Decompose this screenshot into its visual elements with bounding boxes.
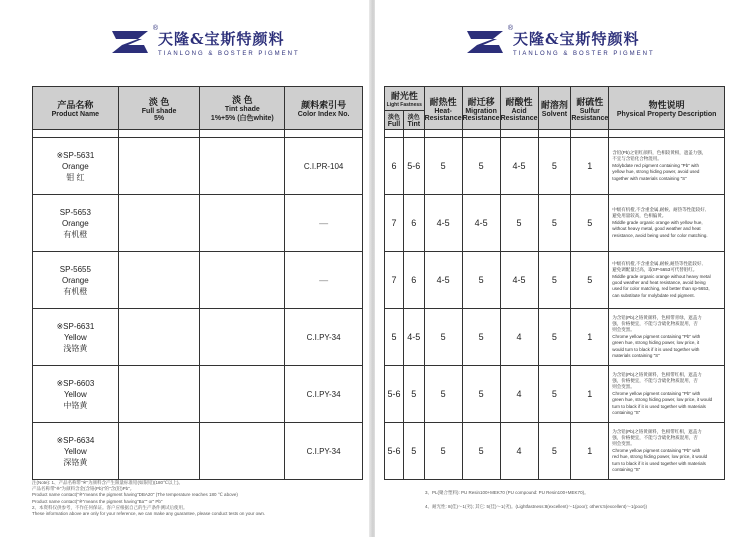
left-page [0,0,370,537]
product-cell: SP-5655 Orange 有机橙 [33,252,119,309]
header-light-fastness: 耐光性 Light Fastness [385,87,425,111]
heat-value: 5 [424,309,462,366]
acid-value: 5 [500,195,538,252]
light-tint-value: 5 [403,366,424,423]
tint-shade-swatch [200,138,285,195]
migration-value: 5 [462,309,500,366]
header-physical-property: 物性说明 Physical Property Description [609,87,725,130]
table-row [33,423,363,480]
product-cell: SP-5653 Orange 有机橙 [33,195,119,252]
sulfur-value: 5 [571,252,609,309]
full-shade-swatch [118,138,200,195]
full-shade-swatch [118,366,200,423]
product-table [32,86,363,480]
product-cell: ※SP-6631 Yellow 浅铬黄 [33,309,119,366]
product-cell: ※SP-5631 Orange 钼 红 [33,138,119,195]
table-row [33,252,363,309]
brand-name-en: TIANLONG & BOSTER PIGMENT [158,50,300,57]
table-row [385,195,725,252]
light-full-value: 5-6 [385,366,404,423]
heat-value: 4-5 [424,252,462,309]
company-logo [108,25,158,57]
solvent-value: 5 [538,366,571,423]
color-index-cell: C.I.PY-34 [285,366,363,423]
sulfur-value: 1 [571,366,609,423]
header-tint-shade: 淡 色 Tint shade 1%+5% (白色white) [200,87,285,130]
migration-value: 5 [462,138,500,195]
acid-value: 4 [500,309,538,366]
table-row [33,195,363,252]
tint-shade-swatch [200,366,285,423]
full-shade-swatch [118,195,200,252]
heat-value: 5 [424,138,462,195]
property-description: 含铅(Pb)之钼红颜料，色相较黄相，遮盖力强， 不宜与含铅化合物混用。 Molybdate red pigment containing "Pb" with yellow hue, strong hiding power, avoid used together with materials containing "S" [609,138,725,195]
property-description: 中级有机橙,不含重金属,耐候、耐热等性能较好, 避免用量较高，色相偏黄。 Middle grade organic orange with yellow hue, without heavy metal, good weather and heat resistance, avoid being used for color matching. [609,195,725,252]
light-full-value: 5 [385,309,404,366]
sulfur-value: 1 [571,423,609,480]
full-shade-swatch [118,252,200,309]
header-sulfur-resistance: 耐硫性 Sulfur Resistance [571,87,609,130]
brand-header-left [108,22,300,62]
header-light-tint: 淡色 Tint [403,111,424,130]
header-full-shade: 淡 色 Full shade 5% [118,87,200,130]
light-tint-value: 5-6 [403,138,424,195]
property-description: 为含铅(Pb)之铬黄颜料，色相带红相，遮盖力 强，价格便宜，不能与含硫化物质混用，否 则会变黑。 Chrome yellow pigment containing "Pb" with green hue, strong hiding power, low price, it would turn to black if it is used together with materials containing "S" [609,366,725,423]
tint-shade-swatch [200,309,285,366]
light-full-value: 5-6 [385,423,404,480]
color-index-cell: C.I.PY-34 [285,309,363,366]
light-full-value: 7 [385,252,404,309]
sulfur-value: 1 [571,138,609,195]
sulfur-value: 1 [571,309,609,366]
light-full-value: 6 [385,138,404,195]
color-index-cell: C.I.PR-104 [285,138,363,195]
registered-mark: ® [152,25,158,32]
brand-name-cn: 天隆&宝斯特颜料 [513,29,640,48]
property-description: 为含铅(Pb)之铬黄颜料，色相带青绿，遮盖力 强，价格便宜，不能与含硫化物质混用，否 则会变黑。 Chrome yellow pigment containing "Pb" with green hue, strong hiding power, low price, it would turn to black if it is used together with materials containing "S" [609,309,725,366]
registered-mark: ® [507,25,513,32]
light-tint-value: 5 [403,423,424,480]
sulfur-value: 5 [571,195,609,252]
full-shade-swatch [118,423,200,480]
solvent-value: 5 [538,252,571,309]
migration-value: 5 [462,366,500,423]
property-description: 中级有机橙,不含重金属,耐候,耐热等性能较好, 避免调配量过高，取SP-5653可代替钼红。 Middle grade organic orange without heavy metal good weather and heat resistance, avoid being used for color matching, red better than sp-5653, can substitute for molybdate red pigment. [609,252,725,309]
header-heat-resistance: 耐热性 Heat- Resistance [424,87,462,130]
heat-value: 4-5 [424,195,462,252]
light-tint-value: 4-5 [403,309,424,366]
footnotes-left: 注(Note): 1、产品名称带"※"为颜料含产生限量标准铅(如限铅)(180℃以上)。 产品名称带"※"为颜料含金(含铬(Pb)"的"含(铅)Pb"。 Product name contact("※"means the pigment having"DBA20" (The temperature reaches 180 ℃ above) Product name contact("※"means the pigment having"Ba"" or" Pb" 2、本资料仅供参考，不作任何保证。客户应根据自己的生产条件测试后使用。 These information above are only for your reference, we can make any guarantee, please conduct tests on your own. [32,480,266,517]
color-index-cell: — [285,252,363,309]
solvent-value: 5 [538,138,571,195]
heat-value: 5 [424,366,462,423]
header-solvent: 耐溶剂 Solvent [538,87,571,130]
acid-value: 4 [500,423,538,480]
light-tint-value: 6 [403,195,424,252]
product-cell: ※SP-6634 Yellow 深铬黄 [33,423,119,480]
company-logo [463,25,513,57]
solvent-value: 5 [538,309,571,366]
migration-value: 4-5 [462,195,500,252]
property-description: 为含铅(Pb)之铬黄颜料，色相带红相，遮盖力 强，价格便宜，不能与含硫化物质混用，否 则会变黑。 Chrome yellow pigment containing "Pb" with red hue, strong hiding power, low price, it would turn to black if it is used together with materials containing "S" [609,423,725,480]
color-index-cell: C.I.PY-34 [285,423,363,480]
header-acid-resistance: 耐酸性 Acid Resistance [500,87,538,130]
header-product-name: 产品名称 Product Name [33,87,119,130]
brand-name-en: TIANLONG & BOSTER PIGMENT [513,50,655,57]
property-table [384,86,725,480]
table-row [385,423,725,480]
migration-value: 5 [462,423,500,480]
acid-value: 4-5 [500,138,538,195]
tint-shade-swatch [200,423,285,480]
tint-shade-swatch [200,195,285,252]
table-row [385,138,725,195]
heat-value: 5 [424,423,462,480]
header-light-full: 淡色 Full [385,111,404,130]
table-row [33,309,363,366]
full-shade-swatch [118,309,200,366]
tint-shade-swatch [200,252,285,309]
acid-value: 4 [500,366,538,423]
solvent-value: 5 [538,195,571,252]
table-row [385,366,725,423]
table-header-row [33,87,363,130]
migration-value: 5 [462,252,500,309]
right-page [375,0,750,537]
acid-value: 4-5 [500,252,538,309]
table-row [33,138,363,195]
color-index-cell: — [285,195,363,252]
light-full-value: 7 [385,195,404,252]
light-tint-value: 6 [403,252,424,309]
table-row [385,309,725,366]
header-color-index: 颜料索引号 Color Index No. [285,87,363,130]
brand-header-right [463,22,655,62]
brand-name-cn: 天隆&宝斯特颜料 [158,29,285,48]
table-row [33,366,363,423]
table-row [385,252,725,309]
footnotes-right: 3、PL(聚合塑料): PU Resin100+MEK70 (PU compound: PU Resin100+MEK70)。 4、耐光性: 8(佳)～1(劣); 其它: 5(佳)～1(劣)。(Lightfastness:8(excellent)～1(poor); others:5(excellent)～1(poor)) [425,490,648,510]
table-header-row [385,87,725,111]
solvent-value: 5 [538,423,571,480]
product-cell: ※SP-6603 Yellow 中铬黄 [33,366,119,423]
header-migration-resistance: 耐迁移 Migration Resistance [462,87,500,130]
